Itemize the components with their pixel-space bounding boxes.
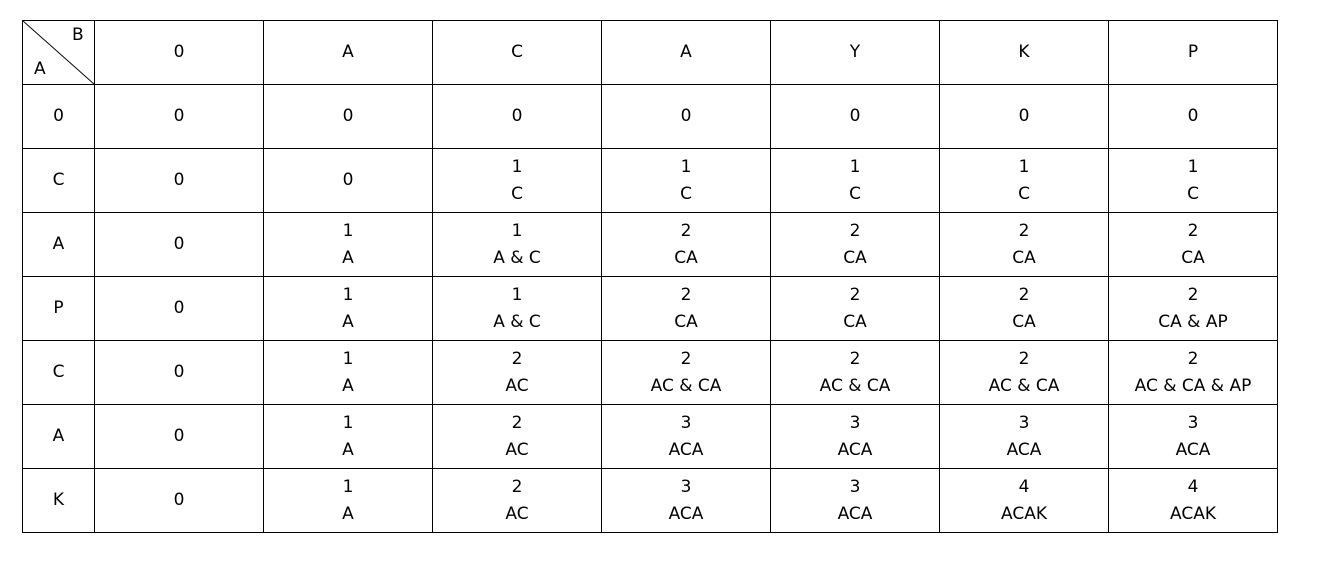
- lcs-sequences: ACA: [668, 503, 704, 524]
- table-row: [23, 149, 1278, 213]
- lcs-length: 0: [1018, 106, 1030, 126]
- table-cell: [433, 149, 602, 213]
- lcs-sequences: A: [342, 247, 354, 268]
- table-cell: [771, 149, 940, 213]
- lcs-length: 2: [680, 348, 692, 369]
- lcs-length: 1: [1018, 156, 1030, 177]
- table-cell: [433, 213, 602, 277]
- lcs-sequences: A: [342, 375, 354, 396]
- lcs-length: 2: [1187, 348, 1199, 369]
- lcs-length: 1: [511, 220, 523, 241]
- lcs-length: 3: [680, 476, 692, 497]
- table-cell: [771, 341, 940, 405]
- corner-label-b: B: [72, 25, 84, 45]
- lcs-sequences: A: [342, 311, 354, 332]
- row-header: C: [23, 149, 95, 213]
- corner-cell: [23, 21, 95, 85]
- lcs-length: 2: [1018, 348, 1030, 369]
- lcs-length: 2: [680, 284, 692, 305]
- table-cell: [1109, 469, 1278, 533]
- table-cell: [940, 277, 1109, 341]
- table-cell: [264, 277, 433, 341]
- lcs-length: 1: [680, 156, 692, 177]
- table-cell: [95, 149, 264, 213]
- lcs-length: 4: [1018, 476, 1030, 497]
- table-cell: [602, 341, 771, 405]
- lcs-length: 1: [1187, 156, 1199, 177]
- lcs-length: 0: [173, 426, 185, 446]
- table-cell: [602, 469, 771, 533]
- lcs-length: 1: [342, 284, 354, 305]
- column-header: A: [602, 21, 771, 85]
- lcs-sequences: A: [342, 439, 354, 460]
- lcs-sequences: C: [1187, 183, 1199, 204]
- lcs-length: 0: [511, 106, 523, 126]
- lcs-length: 2: [1018, 220, 1030, 241]
- table-cell: [1109, 85, 1278, 149]
- table-cell: [433, 277, 602, 341]
- table-cell: [940, 213, 1109, 277]
- lcs-length: 0: [680, 106, 692, 126]
- lcs-sequences: AC & CA: [819, 375, 891, 396]
- lcs-sequences: AC & CA: [650, 375, 722, 396]
- table-cell: [264, 341, 433, 405]
- table-cell: [771, 213, 940, 277]
- lcs-length: 2: [1018, 284, 1030, 305]
- lcs-length: 1: [342, 412, 354, 433]
- lcs-length: 2: [511, 348, 523, 369]
- lcs-length: 0: [173, 490, 185, 510]
- lcs-length: 2: [849, 220, 861, 241]
- table-cell: [264, 149, 433, 213]
- table-row: [23, 213, 1278, 277]
- lcs-sequences: ACAK: [1170, 503, 1216, 524]
- lcs-length: 2: [1187, 220, 1199, 241]
- lcs-length: 0: [342, 170, 354, 190]
- row-header: P: [23, 277, 95, 341]
- lcs-sequences: CA: [674, 311, 698, 332]
- table-cell: [771, 85, 940, 149]
- column-header: A: [264, 21, 433, 85]
- lcs-length: 1: [511, 156, 523, 177]
- lcs-length: 1: [342, 476, 354, 497]
- table-row: [23, 341, 1278, 405]
- lcs-sequences: A & C: [493, 247, 541, 268]
- table-row: [23, 405, 1278, 469]
- lcs-length: 1: [849, 156, 861, 177]
- table-row: [23, 469, 1278, 533]
- lcs-table: [22, 20, 1278, 533]
- row-header: A: [23, 213, 95, 277]
- table-cell: [264, 405, 433, 469]
- table-cell: [602, 149, 771, 213]
- lcs-sequences: ACAK: [1001, 503, 1047, 524]
- table-row: [23, 85, 1278, 149]
- row-header: K: [23, 469, 95, 533]
- lcs-sequences: C: [680, 183, 692, 204]
- lcs-length: 0: [173, 106, 185, 126]
- table-cell: [1109, 277, 1278, 341]
- column-header: K: [940, 21, 1109, 85]
- lcs-sequences: ACA: [837, 503, 873, 524]
- table-cell: [1109, 341, 1278, 405]
- lcs-length: 2: [849, 348, 861, 369]
- lcs-length: 3: [1187, 412, 1199, 433]
- lcs-length: 0: [342, 106, 354, 126]
- table-cell: [771, 405, 940, 469]
- lcs-length: 0: [173, 362, 185, 382]
- lcs-length: 1: [342, 220, 354, 241]
- table-cell: [940, 85, 1109, 149]
- lcs-sequences: CA & AP: [1158, 311, 1228, 332]
- lcs-sequences: CA: [843, 311, 867, 332]
- table-cell: [433, 405, 602, 469]
- table-cell: [1109, 149, 1278, 213]
- lcs-length: 0: [173, 170, 185, 190]
- table-cell: [95, 469, 264, 533]
- lcs-sequences: AC & CA: [988, 375, 1060, 396]
- lcs-length: 2: [511, 476, 523, 497]
- lcs-sequences: CA: [674, 247, 698, 268]
- table-cell: [771, 277, 940, 341]
- table-cell: [264, 213, 433, 277]
- table-cell: [264, 85, 433, 149]
- lcs-length: 2: [511, 412, 523, 433]
- table-cell: [940, 341, 1109, 405]
- table-cell: [1109, 213, 1278, 277]
- lcs-sequences: AC & CA & AP: [1134, 375, 1252, 396]
- lcs-sequences: CA: [1012, 311, 1036, 332]
- table-cell: [433, 341, 602, 405]
- table-cell: [95, 213, 264, 277]
- table-cell: [95, 405, 264, 469]
- table-cell: [940, 405, 1109, 469]
- lcs-length: 3: [680, 412, 692, 433]
- lcs-length: 3: [849, 412, 861, 433]
- lcs-length: 0: [849, 106, 861, 126]
- lcs-sequences: A: [342, 503, 354, 524]
- table-cell: [602, 277, 771, 341]
- lcs-sequences: ACA: [837, 439, 873, 460]
- table-cell: [95, 277, 264, 341]
- lcs-sequences: C: [1018, 183, 1030, 204]
- header-row: [23, 21, 1278, 85]
- lcs-sequences: CA: [843, 247, 867, 268]
- table-cell: [940, 469, 1109, 533]
- lcs-sequences: CA: [1181, 247, 1205, 268]
- table-cell: [1109, 405, 1278, 469]
- row-header: 0: [23, 85, 95, 149]
- lcs-length: 2: [849, 284, 861, 305]
- column-header: P: [1109, 21, 1278, 85]
- lcs-sequences: ACA: [1175, 439, 1211, 460]
- lcs-sequences: AC: [505, 439, 529, 460]
- corner-label-a: A: [34, 59, 46, 79]
- lcs-length: 3: [849, 476, 861, 497]
- lcs-sequences: AC: [505, 375, 529, 396]
- lcs-length: 0: [1187, 106, 1199, 126]
- lcs-sequences: AC: [505, 503, 529, 524]
- lcs-sequences: C: [511, 183, 523, 204]
- lcs-sequences: ACA: [1006, 439, 1042, 460]
- table-cell: [602, 213, 771, 277]
- lcs-length: 1: [342, 348, 354, 369]
- table-cell: [264, 469, 433, 533]
- lcs-length: 4: [1187, 476, 1199, 497]
- lcs-sequences: A & C: [493, 311, 541, 332]
- lcs-sequences: CA: [1012, 247, 1036, 268]
- table-cell: [95, 85, 264, 149]
- table-cell: [940, 149, 1109, 213]
- row-header: C: [23, 341, 95, 405]
- lcs-length: 0: [173, 234, 185, 254]
- table-cell: [433, 85, 602, 149]
- lcs-length: 3: [1018, 412, 1030, 433]
- table-cell: [602, 85, 771, 149]
- lcs-length: 0: [173, 298, 185, 318]
- table-cell: [95, 341, 264, 405]
- lcs-length: 2: [680, 220, 692, 241]
- lcs-sequences: ACA: [668, 439, 704, 460]
- table-cell: [433, 469, 602, 533]
- lcs-length: 1: [511, 284, 523, 305]
- row-header: A: [23, 405, 95, 469]
- table-cell: [771, 469, 940, 533]
- column-header: 0: [95, 21, 264, 85]
- column-header: C: [433, 21, 602, 85]
- table-row: [23, 277, 1278, 341]
- lcs-sequences: C: [849, 183, 861, 204]
- column-header: Y: [771, 21, 940, 85]
- table-cell: [602, 405, 771, 469]
- lcs-length: 2: [1187, 284, 1199, 305]
